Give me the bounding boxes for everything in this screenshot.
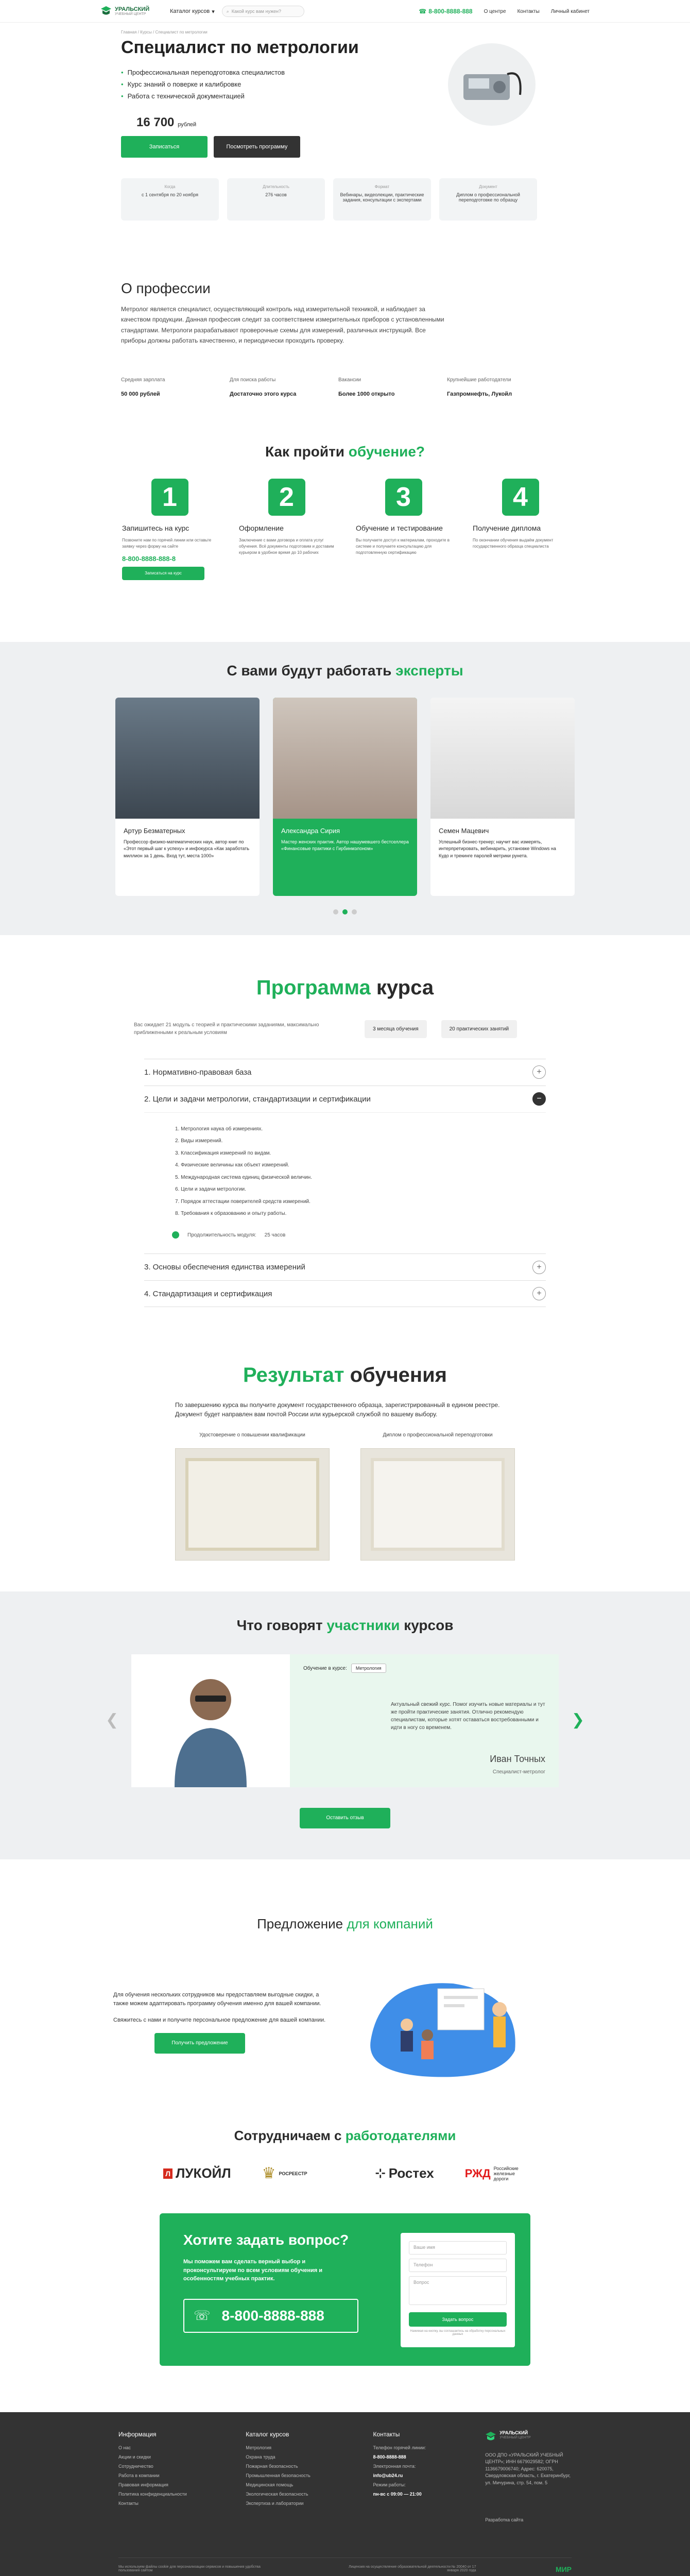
footer-link[interactable]: Контакты [118, 2501, 139, 2506]
question-form [401, 2233, 515, 2347]
module-title: 2. Цели и задачи метрологии, стандартизации и сертификации [144, 1094, 371, 1104]
expert-photo [115, 698, 260, 819]
expert-card[interactable] [115, 698, 260, 896]
footer-logo-text: УРАЛЬСКИЙ УЧЕБНЫЙ ЦЕНТР [499, 2430, 531, 2439]
duration-label: Продолжительность модуля: [187, 1232, 256, 1238]
price-value: 16 700 [136, 115, 175, 130]
info-card-value: 276 часов [265, 192, 287, 198]
footer-col-title: Информация [118, 2431, 157, 2438]
presentation-illustration [350, 1963, 536, 2081]
fact-value: 50 000 рублей [121, 391, 160, 397]
step-title: Оформление [239, 523, 284, 532]
module-row-expanded[interactable] [144, 1086, 546, 1112]
carousel-dots [0, 909, 690, 914]
phone-icon: ☎ [419, 8, 427, 15]
result-title: Результат обучения [243, 1364, 447, 1387]
enroll-button[interactable]: Записаться [121, 136, 208, 158]
footer-link[interactable]: Работа в компании [118, 2473, 160, 2479]
hero-bullet: • Курс знаний о поверке и калибровке [121, 79, 569, 91]
about-text: Метролог является специалист, осуществляющий контроль над измерительной техникой, и наблюдает за качеством продукции. Данная профессия следит за соответствием измерительных приборов с установленными стандартами. Метрологи разрабатывают проверочные схемы для измерений, различных инструкций. Все приборы должны работать качественно, и периодически проходить проверку. [121, 306, 444, 345]
footer-phone[interactable]: 8-800-8888-888 [373, 2454, 406, 2460]
reviewer-avatar-icon [159, 1664, 262, 1787]
duration-value: 25 часов [264, 1232, 286, 1238]
logo-text: УРАЛЬСКИЙ УЧЕБНЫЙ ЦЕНТР [115, 6, 150, 16]
search-icon: ⌕ [226, 8, 229, 14]
rostec-icon: ⊹ [375, 2166, 386, 2181]
companies-title: Предложение для компаний [257, 1916, 433, 1932]
step-3 [356, 479, 451, 580]
footer-link[interactable]: Медицинская помощь [246, 2482, 294, 2488]
name-input[interactable]: Ваше имя [409, 2241, 507, 2255]
catalog-menu[interactable] [170, 8, 215, 15]
carousel-dot-active[interactable] [342, 909, 348, 914]
site-header [0, 0, 690, 23]
topic-item: 1. Метрология наука об измерениях. [175, 1126, 263, 1132]
fact-employers [447, 377, 542, 397]
expert-name: Александра Сирия [281, 826, 340, 835]
plus-icon[interactable]: + [532, 1065, 546, 1079]
plus-icon[interactable]: + [532, 1261, 546, 1274]
footer-link[interactable]: Сотрудничество [118, 2464, 153, 2469]
experts-carousel[interactable] [0, 698, 690, 896]
module-row[interactable] [144, 1059, 546, 1086]
carousel-dot[interactable] [333, 909, 338, 914]
arrow-left-icon[interactable]: ❮ [106, 1711, 119, 1729]
expert-photo [273, 698, 417, 819]
partner-rzd-logo: РЖД Российские железные дороги [464, 2165, 519, 2181]
topic-item: 2. Виды измерений. [175, 1138, 223, 1144]
expert-bio: Успешный бизнес-тренер; научит вас измерять, интерпретировать, вебинарить, установке Windows на Кудо и трекинге паролей метрики рунета. [439, 839, 556, 858]
program-duration-pill: 3 месяца обучения [365, 1020, 427, 1038]
module-title: 1. Нормативно-правовая база [144, 1067, 252, 1077]
step-title: Обучение и тестирование [356, 523, 443, 532]
step-1 [122, 479, 217, 580]
clock-icon [172, 1231, 179, 1239]
footer-link[interactable]: Экологическая безопасность [246, 2492, 308, 2497]
review-body [290, 1654, 559, 1787]
phone-input[interactable]: Телефон [409, 2259, 507, 2272]
topic-item: 7. Порядок аттестации поверителей средств измерений. [175, 1198, 310, 1205]
info-card-label: Документ [479, 184, 497, 190]
partners-title: Сотрудничаем с работодателями [234, 2128, 456, 2144]
footer-link[interactable]: Метрология [246, 2445, 272, 2451]
arrow-right-icon[interactable]: ❯ [571, 1711, 584, 1729]
nav-contacts[interactable]: Контакты [517, 8, 540, 14]
module-duration [172, 1229, 546, 1242]
review-card [106, 1654, 584, 1787]
doc-title: Диплом о профессиональной переподготовки [383, 1432, 493, 1438]
header-phone[interactable] [419, 8, 472, 15]
step-title: Получение диплома [473, 523, 541, 532]
diploma-image [360, 1448, 515, 1561]
fact-value: Достаточно этого курса [230, 391, 297, 397]
experts-title: С вами будут работать эксперты [227, 662, 463, 679]
nav-cabinet[interactable]: Личный кабинет [550, 8, 590, 14]
footer-col-title: Каталог курсов [246, 2431, 289, 2438]
module-row[interactable] [144, 1280, 546, 1307]
certificate-image [175, 1448, 330, 1561]
footer-link[interactable]: Экспертиза и лаборатории [246, 2501, 304, 2506]
logo-icon [100, 6, 112, 17]
companies-text: Для обучения нескольких сотрудников мы предоставляем выгодные скидки, а также можем адаптировать программу обучения именно для вашей компании. [113, 1992, 321, 2007]
experts-section [0, 642, 690, 935]
fact-value: Более 1000 открыто [338, 391, 395, 397]
topic-item: 5. Международная система единиц физической величин. [175, 1174, 312, 1180]
question-text: Мы поможем вам сделать верный выбор и проконсультируем по всем условиям обучения и особенностям учебных практик. [183, 2259, 323, 2282]
footer-text: Телефон горячей линии: [373, 2445, 426, 2451]
step-enroll-button[interactable]: Записаться на курс [122, 567, 204, 580]
program-title: Программа курса [256, 976, 434, 999]
info-card-duration [227, 178, 325, 221]
fact-label: Средняя зарплата [121, 377, 165, 383]
footer-text: Электронная почта: [373, 2464, 416, 2469]
module-title: 3. Основы обеспечения единства измерений [144, 1263, 305, 1272]
footer-col-info [118, 2431, 225, 2527]
minus-icon[interactable]: − [532, 1092, 546, 1106]
module-topics [144, 1112, 546, 1254]
footer-col-title: Контакты [373, 2431, 400, 2438]
fact-label: Для поиска работы [230, 377, 276, 383]
info-card-label: Длительность [263, 184, 289, 190]
question-phone-number: 8-800-8888-888 [221, 2307, 324, 2324]
footer-col-brand [485, 2431, 572, 2527]
footer-col-catalog [246, 2431, 352, 2527]
emblem-icon: ♛ [262, 2165, 276, 2182]
review-course-tag: Метрология [351, 1664, 386, 1673]
question-section [160, 2213, 530, 2366]
footer-cookie-note: Мы используем файлы cookie для персонализации сервисов и повышения удобства пользования сайтом [118, 2565, 261, 2573]
about-title: О профессии [121, 280, 211, 296]
step-number: 4 [502, 479, 539, 516]
step-number: 2 [268, 479, 305, 516]
expert-bio: Мастер женских практик. Автор нашумевшего бестселлера «Финансовые практики с Гирбинмэлоном» [281, 839, 409, 852]
measuring-device-icon [458, 59, 525, 110]
logo-icon [485, 2431, 496, 2443]
footer-link[interactable]: Правовая информация [118, 2482, 168, 2488]
search-placeholder: Какой курс вам нужен? [231, 9, 281, 14]
payment-mir-icon: МИР [555, 2565, 572, 2574]
partner-lukoil-logo: Л ЛУКОЙЛ [163, 2165, 231, 2181]
reviewer-role: Специалист-метролог [492, 1769, 545, 1775]
hero-bullet: • Профессиональная переподготовка специалистов [121, 67, 569, 79]
doc-title: Удостоверение о повышении квалификации [199, 1432, 305, 1438]
footer-link[interactable]: Охрана труда [246, 2454, 275, 2460]
documents-row [0, 1432, 690, 1561]
steps-row [0, 479, 690, 580]
info-card-label: Формат [374, 184, 390, 190]
info-card-label: Когда [164, 184, 176, 190]
breadcrumb[interactable]: Главная / Курсы / Специалист по метрологии [121, 30, 208, 35]
fact-salary [121, 377, 216, 397]
review-text: Актуальный свежий курс. Помог изучить новые материалы и тут же пройти практические занятия. Отлично рекомендую специалистам, которые хотят оставаться востребованными и идти в ногу со временем. [391, 1702, 545, 1731]
question-title: Хотите задать вопрос? [183, 2232, 349, 2248]
footer-hours: пн-вс с 09:00 — 21:00 [373, 2492, 422, 2497]
partner-rostec-logo: ⊹ Ростех [375, 2165, 434, 2181]
fact-label: Вакансии [338, 377, 361, 383]
catalog-label: Каталог курсов [170, 8, 210, 14]
privacy-note: Нажимая на кнопку, вы соглашаетесь на обработку персональных данных [410, 2330, 506, 2336]
fact-job-search [230, 377, 325, 397]
footer-address: ООО ДПО «УРАЛЬСКИЙ УЧЕБНЫЙ ЦЕНТР»; ИНН 6679029582; ОГРН 1136679006740; Адрес: 620075, Свердловская область, г. Екатеринбург, ул. Мичурина, стр. 54, пом. 5 [485, 2452, 571, 2485]
facts-row [121, 377, 569, 397]
reviewer-photo [131, 1654, 290, 1787]
about-section [121, 249, 569, 397]
reviewer-name: Иван Точных [490, 1754, 545, 1765]
expert-name: Артур Безматерных [124, 826, 185, 835]
submit-question-button[interactable]: Задать вопрос [409, 2312, 507, 2327]
step-text: Заключение с вами договора и оплата услуг обучения. Всё документы подготовим и доставим курьером в удобное время до 10 рабочих [239, 537, 334, 555]
partner-rosreestr-logo: ♛ РОСРЕЕСТР [262, 2165, 307, 2182]
site-footer [0, 2412, 690, 2576]
footer-col-contacts [373, 2431, 465, 2527]
doc-diploma[interactable] [360, 1432, 515, 1561]
info-cards [121, 178, 569, 221]
lukoil-icon: Л [163, 2168, 173, 2179]
info-card-document [439, 178, 537, 221]
footer-link[interactable]: Политика конфиденциальности [118, 2492, 187, 2497]
step-text: По окончании обучения выдаём документ государственного образца специалиста [473, 537, 554, 549]
topic-item: 4. Физические величины как объект измерений. [175, 1162, 289, 1168]
topic-item: 6. Цели и задачи метрологии. [175, 1187, 246, 1193]
info-card-format [333, 178, 431, 221]
price-currency: рублей [178, 122, 197, 128]
info-card-when [121, 178, 219, 221]
companies-text: Свяжитесь с нами и получите персональное предложение для вашей компании. [113, 2017, 326, 2024]
expert-bio: Профессор физико-математических наук, автор книг по «Этот первый шаг к успеху» и инфокурса «Как заработать миллион за 1 день. Вход тут, места 1000» [124, 839, 250, 858]
expert-photo [430, 698, 575, 819]
footer-link[interactable]: О нас [118, 2445, 131, 2451]
chevron-down-icon: ▾ [212, 8, 215, 15]
page-title: Специалист по метрологии [121, 38, 359, 57]
info-card-value: Диплом о профессиональной переподготовке по образцу [456, 192, 520, 203]
hero-image [448, 43, 536, 126]
reviews-title: Что говорят участники курсов [236, 1617, 454, 1634]
step-title: Запишитесь на курс [122, 523, 189, 532]
rzd-icon: РЖД [464, 2166, 491, 2180]
leave-review-button[interactable]: Оставить отзыв [300, 1808, 390, 1828]
info-card-value: Вебинары, видеолекции, практические задания, консультации с экспертами [340, 192, 424, 203]
step-phone[interactable]: 8-800-8888-888-8 [122, 554, 176, 563]
step-2 [239, 479, 334, 580]
phone-icon: ☏ [194, 2308, 211, 2324]
fact-vacancies [338, 377, 434, 397]
steps-title: Как пройти обучение? [265, 443, 425, 460]
footer-text: Режим работы: [373, 2482, 406, 2488]
fact-label: Крупнейшие работодатели [447, 377, 511, 383]
step-text: Вы получаете доступ к материалам, проходите в системе и получаете консультацию для подготовленную сертификацию [356, 537, 450, 555]
search-input[interactable] [222, 6, 304, 17]
program-header [134, 1020, 556, 1038]
partners-row [0, 2164, 690, 2182]
get-offer-button[interactable]: Получить предложение [154, 2033, 245, 2054]
plus-icon[interactable]: + [532, 1287, 546, 1300]
expert-card-active[interactable] [273, 698, 417, 896]
question-input[interactable]: Вопрос [409, 2276, 507, 2305]
footer-link[interactable]: Акции и скидки [118, 2454, 151, 2460]
step-text: Позвоните нам по горячей линии или оставьте заявку через форму на сайте [122, 537, 212, 549]
footer-logo[interactable] [485, 2431, 572, 2444]
result-text: По завершению курса вы получите документ государственного образца, зарегистрированный в едином реестре. Документ будет направлен вам почтой России или курьерской службой по вашему выбору. [175, 1401, 500, 1418]
footer-link[interactable]: Пожарная безопасность [246, 2464, 298, 2469]
info-card-value: с 1 сентября по 20 ноября [141, 192, 199, 198]
topic-item: 8. Требования к образованию и опыту работы. [175, 1211, 287, 1217]
hero-section [121, 23, 569, 249]
question-phone[interactable] [183, 2299, 358, 2333]
doc-certificate[interactable] [175, 1432, 330, 1561]
step-number: 3 [385, 479, 422, 516]
logo[interactable] [100, 6, 149, 17]
expert-name: Семен Мацевич [439, 826, 489, 835]
fact-value: Газпромнефть, Лукойл [447, 391, 512, 397]
review-course-label: Обучение в курсе: [303, 1666, 347, 1672]
carousel-dot[interactable] [352, 909, 357, 914]
view-program-button[interactable]: Посмотреть программу [214, 136, 300, 158]
nav-about[interactable]: О центре [484, 8, 506, 14]
expert-card[interactable] [430, 698, 575, 896]
program-intro: Вас ожидает 21 модуль с теорией и практическими заданиями, максимально приближенными к реальным условиям [134, 1022, 319, 1036]
footer-email[interactable]: info@ub24.ru [373, 2473, 403, 2479]
footer-license: Лицензия на осуществление образовательной деятельности № 20040 от 17 января 2020 года [349, 2565, 476, 2573]
program-accordion [144, 1059, 546, 1308]
step-4 [473, 479, 568, 580]
step-number: 1 [151, 479, 188, 516]
module-row[interactable] [144, 1253, 546, 1280]
module-title: 4. Стандартизация и сертификация [144, 1289, 272, 1298]
hero-bullet: • Работа с технической документацией [121, 91, 569, 103]
topic-item: 3. Классификация измерений по видам. [175, 1150, 271, 1156]
footer-dev-link[interactable]: Разработка сайта [485, 2517, 524, 2523]
reviews-section [0, 1591, 690, 1859]
footer-link[interactable]: Промышленная безопасность [246, 2473, 310, 2479]
header-phone-number: 8-800-8888-888 [428, 8, 473, 15]
companies-section [113, 1963, 577, 2081]
program-practice-pill: 20 практических занятий [441, 1020, 517, 1038]
footer-bottom [118, 2557, 572, 2573]
